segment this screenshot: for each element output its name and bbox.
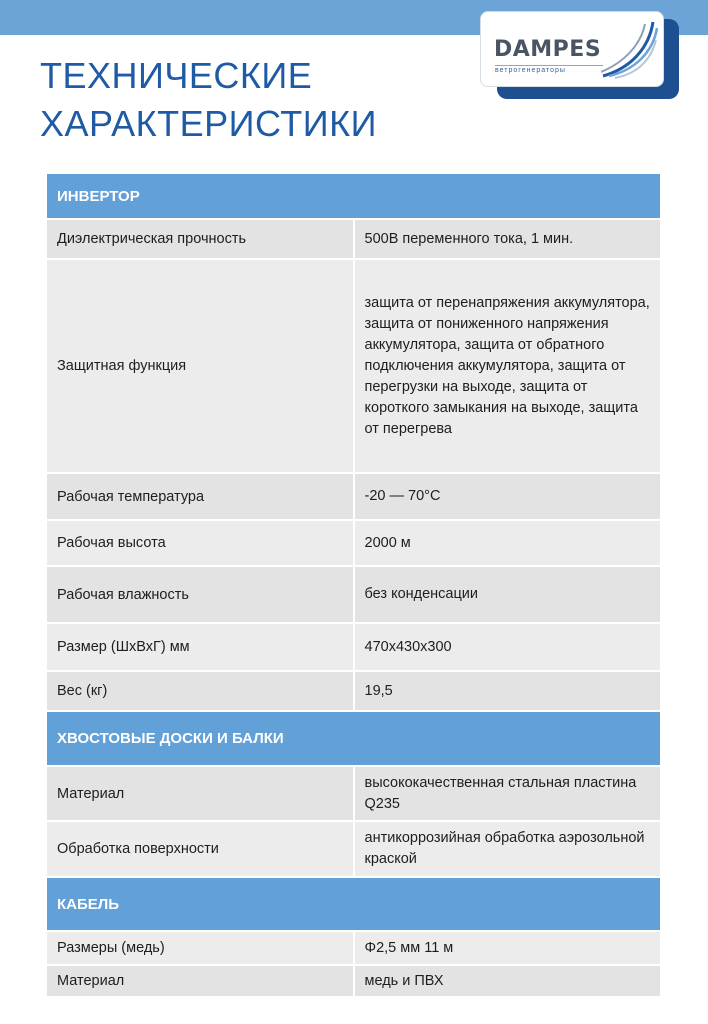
table-row <box>46 965 661 997</box>
wind-swoosh-icon <box>601 18 659 80</box>
row-label: Защитная функция <box>46 259 354 473</box>
row-label: Обработка поверхности <box>46 821 354 877</box>
table-row <box>46 520 661 566</box>
table-row <box>46 766 661 821</box>
row-label: Рабочая влажность <box>46 566 354 623</box>
row-value: Φ2,5 мм 11 м <box>354 931 662 965</box>
table-row <box>46 566 661 623</box>
row-label: Размер (ШхВхГ) мм <box>46 623 354 671</box>
row-label: Рабочая высота <box>46 520 354 566</box>
page-title <box>40 52 460 148</box>
row-value: без конденсации <box>354 566 662 623</box>
row-value: -20 — 70°C <box>354 473 662 520</box>
company-logo <box>480 11 664 87</box>
section-header-inverter <box>46 173 661 219</box>
table-row <box>46 623 661 671</box>
row-label: Рабочая температура <box>46 473 354 520</box>
row-value: 19,5 <box>354 671 662 711</box>
row-value: 2000 м <box>354 520 662 566</box>
specifications-table <box>45 172 662 998</box>
section-header-tail-boards <box>46 711 661 766</box>
table-row <box>46 259 661 473</box>
section-header-cable <box>46 877 661 931</box>
section-title: ХВОСТОВЫЕ ДОСКИ И БАЛКИ <box>46 711 661 766</box>
row-label: Размеры (медь) <box>46 931 354 965</box>
row-label: Материал <box>46 766 354 821</box>
row-label: Материал <box>46 965 354 997</box>
table-row <box>46 931 661 965</box>
row-label: Диэлектрическая прочность <box>46 219 354 259</box>
row-value: защита от перенапряжения аккумулятора, защита от пониженного напряжения аккумулятора, защита от обратного подключения аккумулятора, защита от перегрузки на выходе, защита от короткого замыкания на выходе, защита от перегрева <box>354 259 662 473</box>
page-title-line-2: ХАРАКТЕРИСТИКИ <box>40 103 378 144</box>
section-title: ИНВЕРТОР <box>46 173 661 219</box>
row-value: 470х430х300 <box>354 623 662 671</box>
row-value: антикоррозийная обработка аэрозольной краской <box>354 821 662 877</box>
row-value: высококачественная стальная пластина Q235 <box>354 766 662 821</box>
row-value: медь и ПВХ <box>354 965 662 997</box>
table-row <box>46 219 661 259</box>
table-row <box>46 821 661 877</box>
section-title: КАБЕЛЬ <box>46 877 661 931</box>
table-row <box>46 473 661 520</box>
page-title-line-1: ТЕХНИЧЕСКИЕ <box>40 55 313 96</box>
logo-brand: DAMPES <box>494 37 602 62</box>
row-value: 500В переменного тока, 1 мин. <box>354 219 662 259</box>
row-label: Вес (кг) <box>46 671 354 711</box>
logo-subtitle: ветрогенераторы <box>495 65 603 74</box>
table-row <box>46 671 661 711</box>
